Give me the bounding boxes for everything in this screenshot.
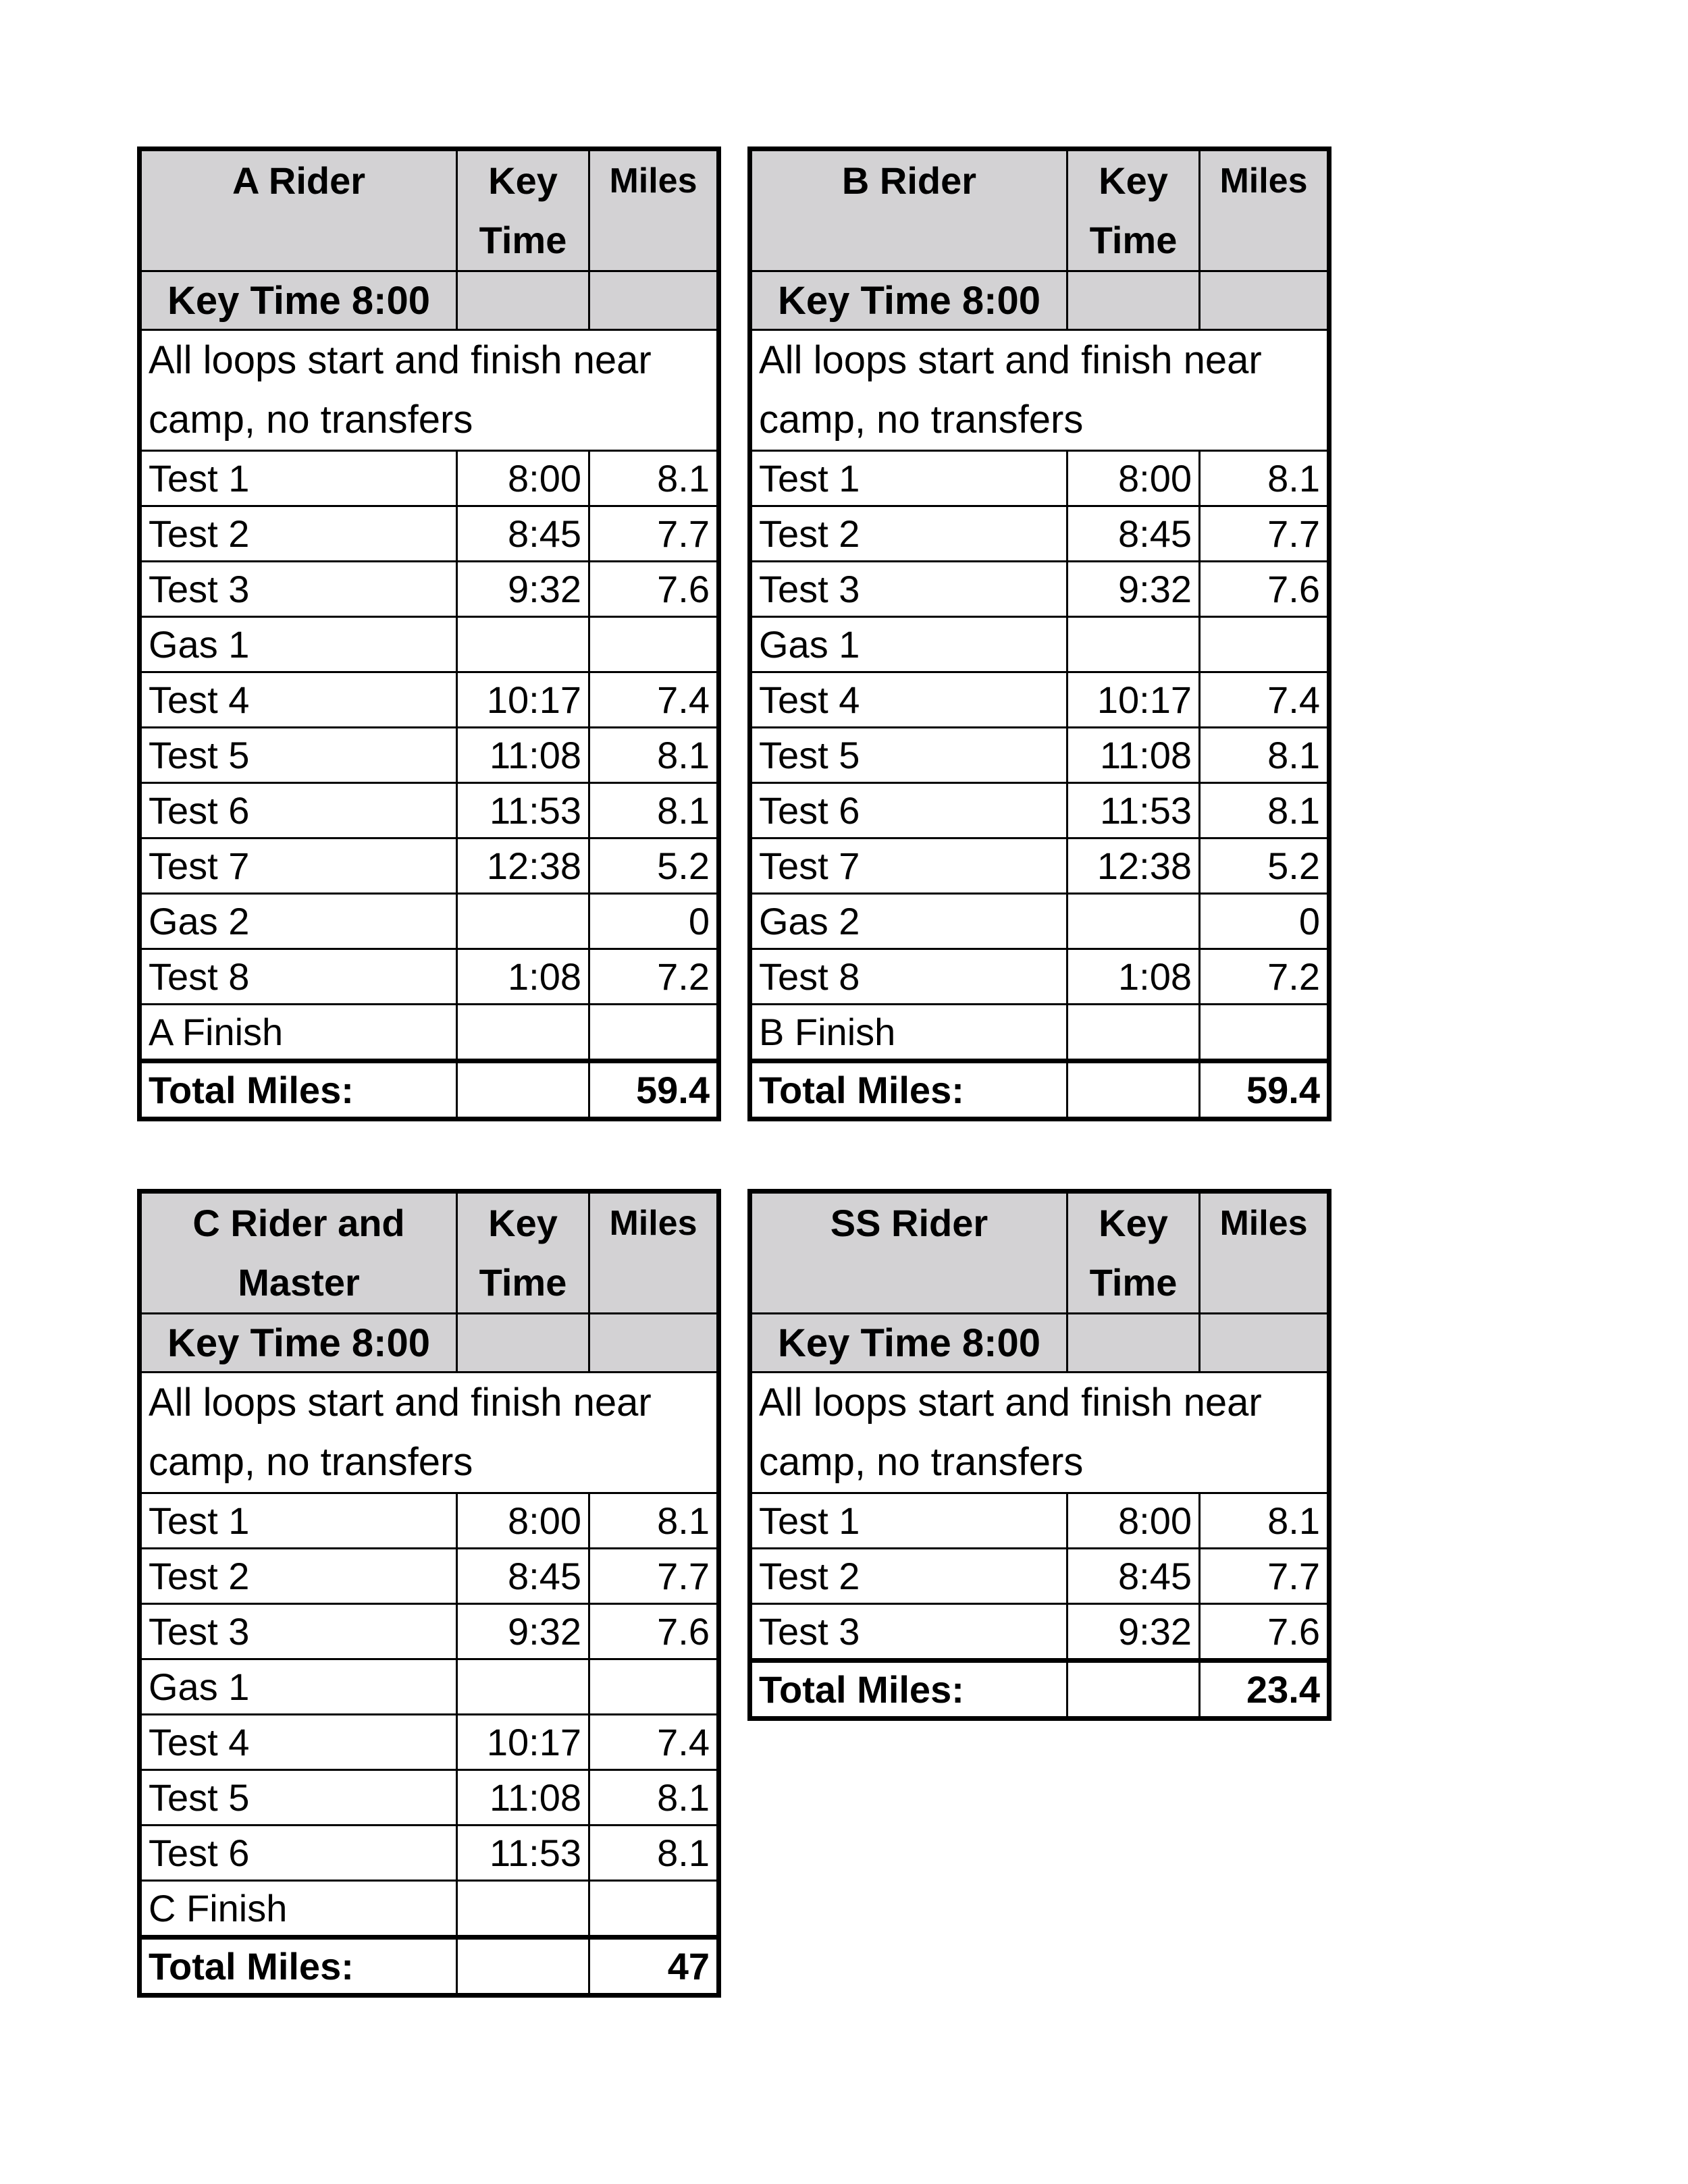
row-key-time xyxy=(457,1659,589,1715)
key-time-empty-cell xyxy=(1200,1314,1329,1373)
row-miles: 8.1 xyxy=(589,783,719,838)
row-label: Test 1 xyxy=(750,451,1067,506)
header-row xyxy=(750,149,1329,271)
table-row xyxy=(140,1881,719,1938)
row-miles: 8.1 xyxy=(589,451,719,506)
row-miles: 7.4 xyxy=(589,1715,719,1770)
loop-note: All loops start and finish near camp, no transfers xyxy=(750,1373,1329,1493)
total-row xyxy=(750,1061,1329,1119)
row-miles: 7.7 xyxy=(1200,1549,1329,1604)
table-row xyxy=(140,1826,719,1881)
total-label: Total Miles: xyxy=(140,1061,457,1119)
table-row xyxy=(140,1604,719,1659)
row-miles xyxy=(589,1005,719,1061)
total-miles-value: 47 xyxy=(589,1938,719,1996)
row-label: Test 4 xyxy=(140,672,457,728)
row-label: Test 1 xyxy=(140,451,457,506)
table-row xyxy=(750,728,1329,783)
rider-class-title: B Rider xyxy=(750,149,1067,271)
row-key-time: 12:38 xyxy=(1067,838,1200,894)
total-row xyxy=(750,1661,1329,1719)
row-label: C Finish xyxy=(140,1881,457,1938)
row-miles: 8.1 xyxy=(1200,728,1329,783)
row-label: Test 5 xyxy=(140,1770,457,1826)
table-row xyxy=(750,672,1329,728)
note-row xyxy=(750,1373,1329,1493)
row-miles: 7.6 xyxy=(1200,562,1329,617)
table-row xyxy=(140,1549,719,1604)
row-key-time: 11:53 xyxy=(457,783,589,838)
table-row xyxy=(750,1493,1329,1549)
row-label: Test 2 xyxy=(140,506,457,562)
row-label: Test 5 xyxy=(140,728,457,783)
row-key-time: 1:08 xyxy=(1067,949,1200,1005)
row-label: Gas 1 xyxy=(750,617,1067,672)
key-time-label: Key Time 8:00 xyxy=(750,1314,1067,1373)
row-label: Gas 2 xyxy=(140,894,457,949)
row-miles: 8.1 xyxy=(589,1826,719,1881)
row-key-time: 10:17 xyxy=(1067,672,1200,728)
miles-column-header: Miles xyxy=(589,149,719,271)
rider-class-title: C Rider and Master xyxy=(140,1192,457,1314)
key-time-empty-cell xyxy=(589,271,719,330)
total-label: Total Miles: xyxy=(750,1061,1067,1119)
row-miles: 8.1 xyxy=(589,728,719,783)
rider-class-title: SS Rider xyxy=(750,1192,1067,1314)
row-miles: 5.2 xyxy=(1200,838,1329,894)
row-miles xyxy=(589,617,719,672)
row-label: Test 1 xyxy=(140,1493,457,1549)
row-label: Test 8 xyxy=(750,949,1067,1005)
row-label: B Finish xyxy=(750,1005,1067,1061)
row-key-time: 11:53 xyxy=(1067,783,1200,838)
key-time-empty-cell xyxy=(457,1314,589,1373)
row-key-time: 8:45 xyxy=(457,1549,589,1604)
row-label: Test 8 xyxy=(140,949,457,1005)
row-miles: 7.6 xyxy=(589,1604,719,1659)
row-key-time: 9:32 xyxy=(1067,1604,1200,1661)
table-row xyxy=(750,783,1329,838)
row-key-time: 11:08 xyxy=(457,1770,589,1826)
table-row xyxy=(140,1770,719,1826)
key-time-empty-cell xyxy=(1200,271,1329,330)
table-row xyxy=(140,783,719,838)
row-miles: 8.1 xyxy=(589,1493,719,1549)
table-row xyxy=(140,506,719,562)
row-key-time: 8:45 xyxy=(457,506,589,562)
table-row xyxy=(140,894,719,949)
row-key-time: 10:17 xyxy=(457,1715,589,1770)
row-miles: 0 xyxy=(589,894,719,949)
table-row xyxy=(750,451,1329,506)
total-empty-cell xyxy=(1067,1661,1200,1719)
key-time-row xyxy=(750,1314,1329,1373)
table-row xyxy=(140,1005,719,1061)
total-miles-value: 59.4 xyxy=(1200,1061,1329,1119)
row-key-time: 9:32 xyxy=(457,562,589,617)
row-label: Test 4 xyxy=(750,672,1067,728)
a-rider-table xyxy=(137,147,721,1121)
key-time-row xyxy=(750,271,1329,330)
table-row xyxy=(750,1005,1329,1061)
row-label: A Finish xyxy=(140,1005,457,1061)
table-row xyxy=(140,949,719,1005)
row-key-time: 8:00 xyxy=(457,451,589,506)
total-empty-cell xyxy=(1067,1061,1200,1119)
row-label: Test 1 xyxy=(750,1493,1067,1549)
row-key-time xyxy=(1067,617,1200,672)
row-key-time: 8:00 xyxy=(1067,451,1200,506)
loop-note: All loops start and finish near camp, no transfers xyxy=(750,330,1329,451)
total-empty-cell xyxy=(457,1938,589,1996)
table-row xyxy=(140,1715,719,1770)
table-row xyxy=(140,451,719,506)
row-miles: 7.4 xyxy=(1200,672,1329,728)
row-miles: 7.7 xyxy=(589,1549,719,1604)
row-label: Test 3 xyxy=(750,1604,1067,1661)
table-row xyxy=(750,506,1329,562)
row-key-time: 8:45 xyxy=(1067,1549,1200,1604)
row-key-time: 11:08 xyxy=(457,728,589,783)
row-key-time: 8:45 xyxy=(1067,506,1200,562)
note-row xyxy=(750,330,1329,451)
table-row xyxy=(140,672,719,728)
row-key-time xyxy=(457,894,589,949)
row-miles: 7.7 xyxy=(589,506,719,562)
row-miles: 7.2 xyxy=(1200,949,1329,1005)
key-time-row xyxy=(140,271,719,330)
row-miles: 8.1 xyxy=(1200,1493,1329,1549)
table-row xyxy=(750,617,1329,672)
row-miles: 8.1 xyxy=(1200,451,1329,506)
table-row xyxy=(140,728,719,783)
row-miles: 8.1 xyxy=(589,1770,719,1826)
row-key-time: 12:38 xyxy=(457,838,589,894)
row-label: Test 2 xyxy=(750,1549,1067,1604)
key-time-column-header: Key Time xyxy=(457,1192,589,1314)
row-label: Test 3 xyxy=(140,1604,457,1659)
total-row xyxy=(140,1938,719,1996)
row-miles: 0 xyxy=(1200,894,1329,949)
row-key-time xyxy=(1067,1005,1200,1061)
row-label: Gas 2 xyxy=(750,894,1067,949)
row-label: Test 2 xyxy=(750,506,1067,562)
row-miles: 7.6 xyxy=(1200,1604,1329,1661)
miles-column-header: Miles xyxy=(589,1192,719,1314)
row-label: Test 2 xyxy=(140,1549,457,1604)
row-label: Test 5 xyxy=(750,728,1067,783)
key-time-label: Key Time 8:00 xyxy=(750,271,1067,330)
table-row xyxy=(750,1549,1329,1604)
row-miles: 7.7 xyxy=(1200,506,1329,562)
row-label: Test 6 xyxy=(750,783,1067,838)
key-time-empty-cell xyxy=(457,271,589,330)
table-row xyxy=(750,838,1329,894)
row-miles: 7.6 xyxy=(589,562,719,617)
key-time-empty-cell xyxy=(589,1314,719,1373)
note-row xyxy=(140,1373,719,1493)
key-time-column-header: Key Time xyxy=(1067,1192,1200,1314)
header-row xyxy=(750,1192,1329,1314)
row-key-time: 8:00 xyxy=(457,1493,589,1549)
row-label: Test 7 xyxy=(140,838,457,894)
row-label: Test 3 xyxy=(750,562,1067,617)
row-key-time: 9:32 xyxy=(457,1604,589,1659)
row-miles: 5.2 xyxy=(589,838,719,894)
row-key-time: 1:08 xyxy=(457,949,589,1005)
row-key-time xyxy=(457,1881,589,1938)
miles-column-header: Miles xyxy=(1200,149,1329,271)
key-time-empty-cell xyxy=(1067,271,1200,330)
b-rider-table xyxy=(747,147,1331,1121)
total-miles-value: 59.4 xyxy=(589,1061,719,1119)
header-row xyxy=(140,1192,719,1314)
row-label: Test 4 xyxy=(140,1715,457,1770)
table-row xyxy=(750,562,1329,617)
row-key-time: 10:17 xyxy=(457,672,589,728)
row-key-time: 11:53 xyxy=(457,1826,589,1881)
row-label: Gas 1 xyxy=(140,1659,457,1715)
row-label: Gas 1 xyxy=(140,617,457,672)
ss-rider-table xyxy=(747,1189,1331,1721)
total-label: Total Miles: xyxy=(750,1661,1067,1719)
row-miles: 8.1 xyxy=(1200,783,1329,838)
key-time-column-header: Key Time xyxy=(457,149,589,271)
key-time-column-header: Key Time xyxy=(1067,149,1200,271)
row-label: Test 7 xyxy=(750,838,1067,894)
row-miles xyxy=(1200,617,1329,672)
miles-column-header: Miles xyxy=(1200,1192,1329,1314)
row-key-time: 9:32 xyxy=(1067,562,1200,617)
total-empty-cell xyxy=(457,1061,589,1119)
rider-class-title: A Rider xyxy=(140,149,457,271)
row-miles xyxy=(589,1659,719,1715)
key-time-row xyxy=(140,1314,719,1373)
row-label: Test 6 xyxy=(140,1826,457,1881)
total-label: Total Miles: xyxy=(140,1938,457,1996)
row-label: Test 6 xyxy=(140,783,457,838)
table-row xyxy=(750,1604,1329,1661)
row-miles xyxy=(1200,1005,1329,1061)
row-miles xyxy=(589,1881,719,1938)
table-row xyxy=(750,949,1329,1005)
row-key-time: 11:08 xyxy=(1067,728,1200,783)
table-row xyxy=(140,617,719,672)
total-miles-value: 23.4 xyxy=(1200,1661,1329,1719)
key-time-label: Key Time 8:00 xyxy=(140,1314,457,1373)
total-row xyxy=(140,1061,719,1119)
table-row xyxy=(140,562,719,617)
loop-note: All loops start and finish near camp, no transfers xyxy=(140,330,719,451)
c-rider-master-table xyxy=(137,1189,721,1998)
row-key-time xyxy=(457,1005,589,1061)
row-miles: 7.2 xyxy=(589,949,719,1005)
key-time-empty-cell xyxy=(1067,1314,1200,1373)
loop-note: All loops start and finish near camp, no transfers xyxy=(140,1373,719,1493)
row-miles: 7.4 xyxy=(589,672,719,728)
row-key-time xyxy=(457,617,589,672)
table-row xyxy=(140,838,719,894)
table-row xyxy=(750,894,1329,949)
table-row xyxy=(140,1493,719,1549)
row-label: Test 3 xyxy=(140,562,457,617)
header-row xyxy=(140,149,719,271)
note-row xyxy=(140,330,719,451)
key-time-label: Key Time 8:00 xyxy=(140,271,457,330)
table-row xyxy=(140,1659,719,1715)
row-key-time xyxy=(1067,894,1200,949)
row-key-time: 8:00 xyxy=(1067,1493,1200,1549)
